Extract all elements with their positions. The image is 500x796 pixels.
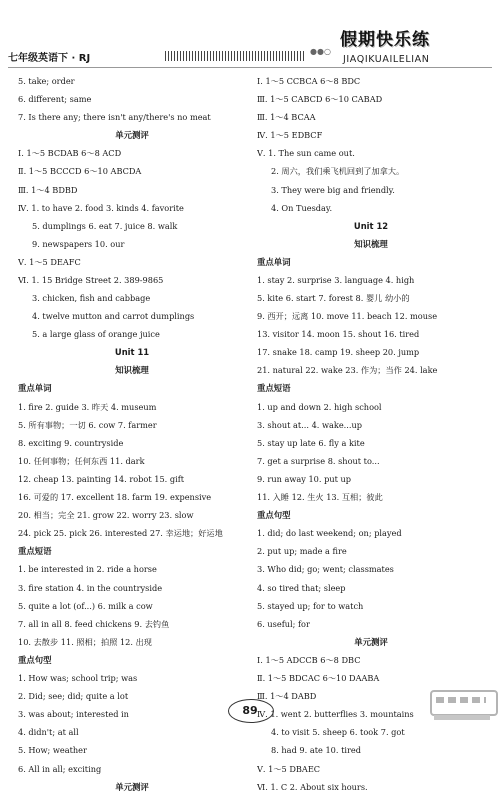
subsection-heading: 重点短语 [18, 546, 52, 557]
answer-line: 7. Is there any; there isn't any/there's no meat [18, 112, 211, 123]
section-heading: Unit 11 [114, 347, 150, 358]
answer-line: Ⅵ. 1. C 2. About six hours. [257, 781, 368, 792]
answer-line-indented: 8. had 9. ate 10. tired [271, 745, 361, 756]
answer-line: 3. Who did; go; went; classmates [257, 564, 394, 575]
section-heading: 单元测评 [115, 781, 149, 792]
answer-line: 8. exciting 9. countryside [18, 437, 124, 448]
answer-line: 4. didn't; at all [18, 727, 79, 738]
answer-line: 5. How; weather [18, 745, 87, 756]
watermark-logo [430, 690, 496, 724]
answer-line-indented: 4. On Tuesday. [271, 202, 333, 213]
answer-line: 4. so tired that; sleep [257, 582, 346, 593]
answer-line: 6. different; same [18, 94, 92, 105]
answer-line: 10. 任何事物；任何东西 11. dark [18, 455, 145, 466]
section-heading: Unit 12 [353, 220, 389, 231]
answer-line: 16. 可爱的 17. excellent 18. farm 19. expensive [18, 492, 212, 503]
answer-line-indented: 4. twelve mutton and carrot dumplings [32, 311, 195, 322]
answer-line: 24. pick 25. pick 26. interested 27. 幸运地；好运地 [18, 528, 223, 539]
answer-line: 21. natural 22. wake 23. 作为；当作 24. lake [257, 365, 438, 376]
answer-line: Ⅲ. 1～4 BDBD [18, 184, 78, 195]
left-column [18, 72, 246, 796]
answer-line: 5. kite 6. start 7. forest 8. 婴儿 幼小的 [257, 293, 410, 304]
answer-line: Ⅰ. 1～5 ADCCB 6～8 DBC [257, 654, 361, 665]
answer-line: Ⅴ. 1. The sun came out. [257, 148, 355, 159]
answer-line: 13. visitor 14. moon 15. shout 16. tired [257, 329, 420, 340]
answer-line: 1. be interested in 2. ride a horse [18, 564, 157, 575]
answer-line: 20. 相当；完全 21. grow 22. worry 23. slow [18, 510, 194, 521]
barcode-strip [165, 51, 305, 61]
answer-line: Ⅰ. 1～5 BCDAB 6～8 ACD [18, 148, 122, 159]
answer-line: 5. 所有事物；一切 6. cow 7. farmer [18, 419, 157, 430]
answer-line: Ⅰ. 1～5 CCBCA 6～8 BDC [257, 75, 361, 86]
answer-line-indented: 5. dumplings 6. eat 7. juice 8. walk [32, 220, 178, 231]
answer-line: Ⅳ. 1. went 2. butterflies 3. mountains [257, 709, 414, 720]
answer-line: 1. stay 2. surprise 3. language 4. high [257, 274, 415, 285]
section-heading: 单元测评 [115, 130, 149, 141]
page-header [0, 0, 500, 72]
answer-line: 9. 西开；远离 10. move 11. beach 12. mouse [257, 311, 438, 322]
answer-line: 2. put up; made a fire [257, 546, 347, 557]
answer-line-indented: 3. They were big and friendly. [271, 184, 395, 195]
subsection-heading: 重点单词 [18, 383, 52, 394]
answer-line: 17. snake 18. camp 19. sheep 20. jump [257, 347, 420, 358]
answer-line: 1. fire 2. guide 3. 昨天 4. museum [18, 401, 157, 412]
answer-line: 5. stay up late 6. fly a kite [257, 437, 365, 448]
header-rule [8, 67, 492, 68]
answer-line: Ⅲ. 1～5 CABCD 6～10 CABAD [257, 94, 383, 105]
answer-line: Ⅴ. 1～5 DBAEC [257, 763, 321, 774]
answer-line: 6. All in all; exciting [18, 763, 102, 774]
brand-name-cn: 假期快乐练 [340, 30, 430, 50]
answer-line: 11. 入睡 12. 生火 13. 互相；彼此 [257, 492, 383, 503]
answer-line-indented: 3. chicken, fish and cabbage [32, 293, 151, 304]
answer-line: 7. all in all 8. feed chickens 9. 去钓鱼 [18, 618, 170, 629]
answer-line: Ⅲ. 1～4 DABD [257, 691, 317, 702]
answer-line: 5. take; order [18, 75, 75, 86]
answer-line: Ⅴ. 1～5 DEAFC [18, 256, 81, 267]
page-number: 89 [228, 699, 272, 721]
answer-line: 7. get a surprise 8. shout to... [257, 455, 380, 466]
answer-line-indented: 4. to visit 5. sheep 6. took 7. got [271, 727, 405, 738]
answer-line: 1. How was; school trip; was [18, 673, 138, 684]
answer-line-indented: 5. a large glass of orange juice [32, 329, 160, 340]
subsection-heading: 重点单词 [257, 256, 291, 267]
answer-line: 10. 去散步 11. 照相；拍照 12. 出现 [18, 636, 152, 647]
answer-line: Ⅱ. 1～5 BDCAC 6～10 DAABA [257, 673, 380, 684]
brand-name-en: JIAQIKUAILELIAN [343, 54, 430, 65]
answer-line: 12. cheap 13. painting 14. robot 15. gift [18, 474, 185, 484]
subsection-heading: 重点句型 [18, 654, 52, 665]
subsection-heading: 重点句型 [257, 510, 291, 521]
answer-line: 3. was about; interested in [18, 709, 129, 720]
answer-line: Ⅱ. 1～5 BCCCD 6～10 ABCDA [18, 166, 142, 177]
answer-line: 6. useful; for [257, 618, 310, 629]
brand-logo [340, 32, 495, 72]
answer-line: 5. quite a lot (of...) 6. milk a cow [18, 600, 153, 611]
section-heading: 单元测评 [354, 636, 388, 647]
section-heading: 知识梳理 [354, 238, 388, 249]
answer-line: 1. up and down 2. high school [257, 401, 382, 412]
right-column [257, 72, 485, 796]
answer-line: Ⅵ. 1. 15 Bridge Street 2. 389-9865 [18, 274, 164, 285]
answer-line: Ⅲ. 1～4 BCAA [257, 112, 316, 123]
answer-line-indented: 2. 周六，我们乘飞机回到了加拿大。 [271, 166, 405, 177]
answer-line: 9. run away 10. put up [257, 474, 352, 484]
answer-line: 3. fire station 4. in the countryside [18, 582, 163, 593]
answer-line: Ⅳ. 1. to have 2. food 3. kinds 4. favorite [18, 202, 184, 213]
answer-line: 5. stayed up; for to watch [257, 600, 364, 611]
book-title: 七年级英语下 · RJ [8, 53, 91, 64]
answer-line: 3. shout at... 4. wake...up [257, 419, 362, 430]
answer-line: Ⅳ. 1～5 EDBCF [257, 130, 323, 141]
section-heading: 知识梳理 [115, 365, 149, 376]
subsection-heading: 重点短语 [257, 383, 291, 394]
answer-line-indented: 9. newspapers 10. our [32, 238, 125, 249]
dots-decoration: ●●○ [310, 47, 331, 56]
answer-line: 2. Did; see; did; quite a lot [18, 691, 129, 702]
answer-line: 1. did; do last weekend; on; played [257, 528, 402, 539]
